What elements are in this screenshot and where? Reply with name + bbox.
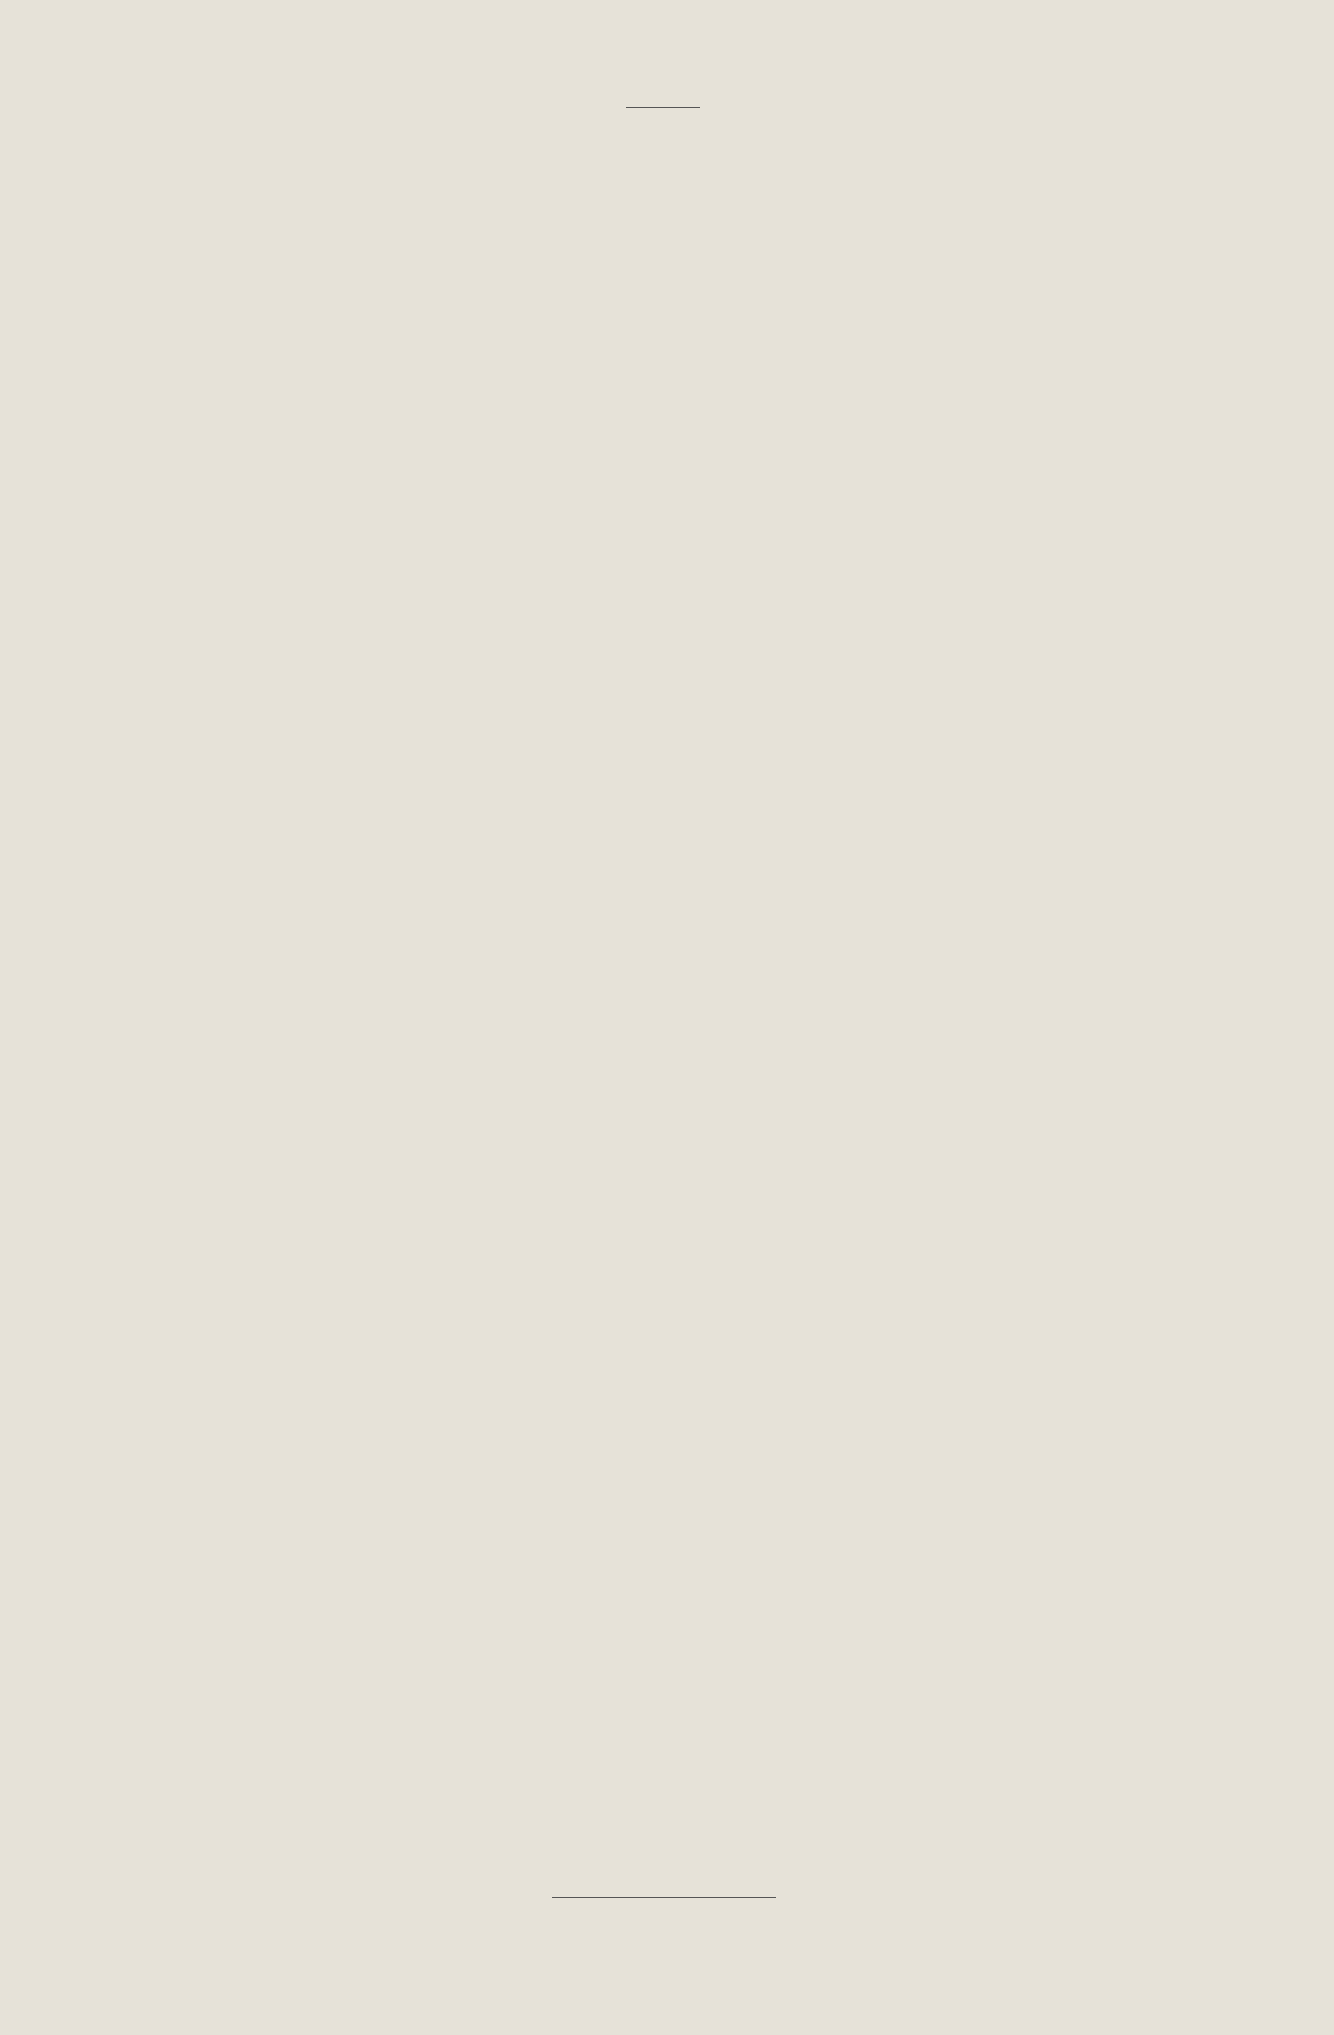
- footer-rule: [552, 1897, 776, 1898]
- title-rule: [626, 107, 700, 108]
